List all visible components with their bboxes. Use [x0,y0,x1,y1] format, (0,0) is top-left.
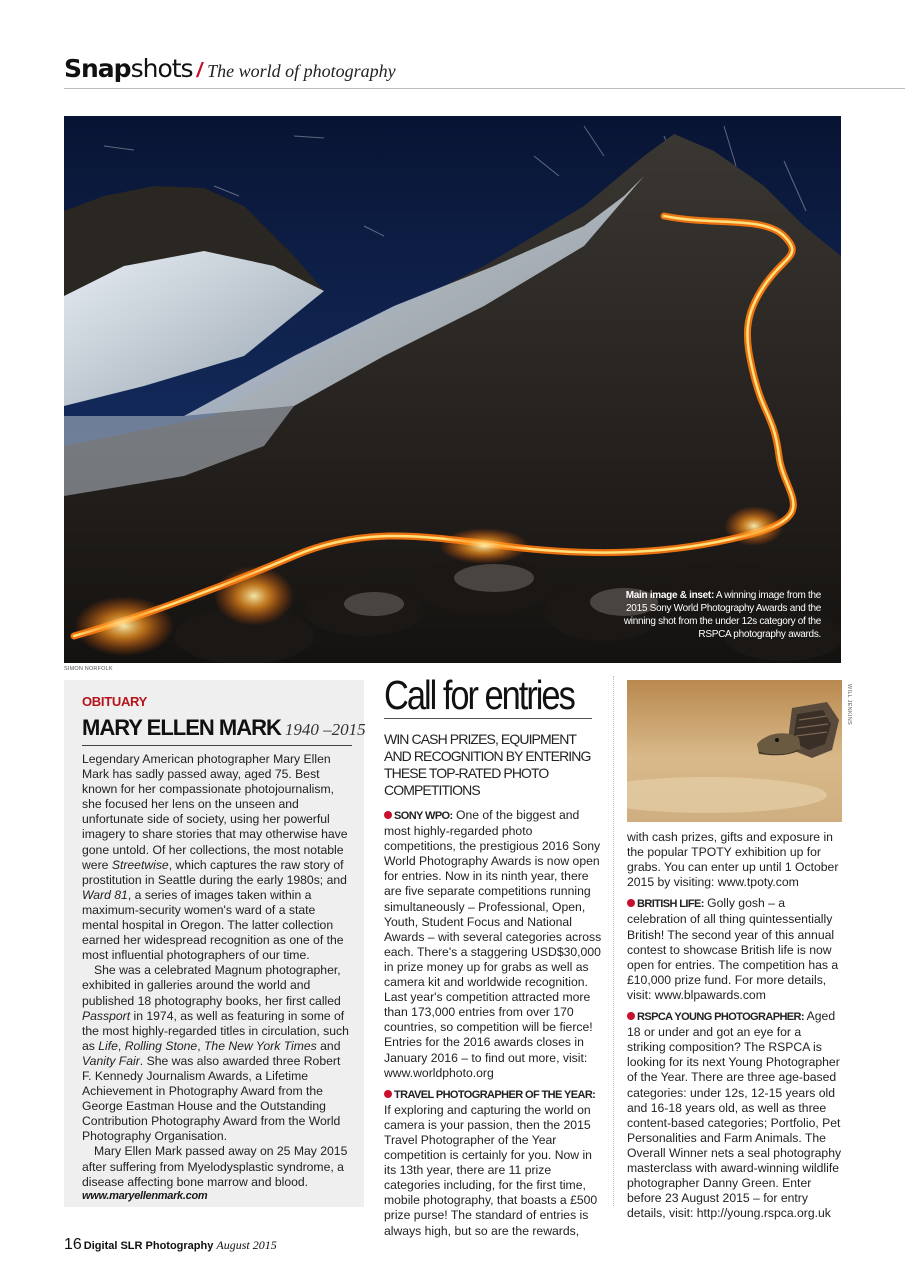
title-passport: Passport [82,1008,131,1023]
header-rule [64,88,905,89]
obituary-paragraph-1 [82,752,352,963]
entry-heading: TRAVEL PHOTOGRAPHER OF THE YEAR: [394,1088,596,1101]
right-column [627,680,842,1221]
text-run: , a series of images taken within a maximum-security women's ward of a state mental hospital in Oregon. The latter collection earned her widespread recognition as one of the most influential photographers of our time. [82,887,344,963]
entry-heading: RSPCA YOUNG PHOTOGRAPHER: [637,1011,804,1024]
bullet-dot-icon [627,1012,635,1020]
entry-text: If exploring and capturing the world on camera is your passion, then the 2015 Travel Photographer of the Year competition is certainly for you. Now in its 13th year, there are 11 prize categories including, for the first time, mobile photography, that boasts a £500 prize purse! The standard of entries is always high, but so are the rewards, [384,1102,598,1238]
text-run: , [197,1038,204,1053]
title-vanity-fair: Vanity Fair [82,1053,140,1068]
text-run: , which captures the raw story of prostitution in Seattle during the early 1980s; and [82,857,347,887]
section-tagline: The world of photography [207,61,396,81]
obituary-link[interactable]: www.maryellenmark.com [82,1189,208,1202]
caption-label: Main image & inset: [625,590,714,601]
entry-text: Golly gosh – a celebration of all thing quintessentially British! The second year of this annual contest to showcase British life is now open for entries. The competition has a £10,000 prize fund. For more details, visit: www.blpawards.com [627,896,839,1002]
entry-travel [384,1087,602,1239]
bullet-dot-icon [384,1090,392,1098]
brand-slash: / [196,60,203,82]
entry-british-life [627,896,842,1003]
photo-credit: SIMON NORFOLK [64,666,113,672]
title-ward-81: Ward 81 [82,887,128,902]
title-life: Life [98,1038,118,1053]
page-footer [64,1236,277,1254]
title-streetwise: Streetwise [111,857,169,872]
entry-heading: BRITISH LIFE: [637,898,704,911]
entry-travel-continued: with cash prizes, gifts and exposure in the popular TPOTY exhibition up for grabs. You can enter up until 1 October 2015 by visiting: www.tpoty.com [627,830,839,890]
magazine-name: Digital SLR Photography [83,1240,214,1252]
title-nyt: The New York Times [203,1038,317,1053]
issue-date: August 2015 [216,1238,277,1252]
column-divider [613,676,614,1206]
call-for-entries-column [384,672,602,1239]
bullet-dot-icon [627,899,635,907]
inset-photo [627,680,842,822]
text-run: Legendary American photographer Mary Ellen Mark has sadly passed away, aged 75. Best known for her compassionate photojournalism, she focused her lens on the unseen and unfortunate side of society, using her powerful imagery to share stories that may otherwise have gone untold. Of her collections, the most notable were [82,752,348,872]
brand-light: shots [130,54,193,83]
entry-sony [384,808,602,1081]
entry-text: One of the biggest and most highly-regarded photo competitions, the prestigious 2016 Sony World Photography Awards is now open for entries. Now in its ninth year, there are five separate competitions running simultaneously – Professional, Open, Youth, Student Focus and National Awards – with several categories across each. There's a staggering USD$30,000 in prize money up for grabs as well as camera kit and worldwide recognition. Last year's competition attracted more than 173,000 entries from over 170 countries, so competition will be fierce! Entries for the 2016 awards closes in January 2016 – to find out more, visit: www.worldphoto.org [384,808,602,1080]
text-run: . She was also awarded three Robert F. Kennedy Journalism Awards, a Lifetime Achievement in Photography Award from the George Eastman House and the Outstanding Contribution Photography Award from the World Photography Organisation. [82,1053,341,1144]
entry-rspca [627,1009,842,1221]
entry-heading: SONY WPO: [394,810,453,822]
obituary-years: 1940 –2015 [284,720,366,739]
obituary-name: MARY ELLEN MARK [82,715,281,740]
obituary-kicker: OBITUARY [82,694,148,709]
obituary-box [64,680,364,1207]
text-run: in 1974, as well as featuring in some of the most highly-regarded titles in circulation, such as [82,1008,349,1053]
title-rule [384,718,592,719]
text-run: She was a celebrated Magnum photographer, exhibited in galleries around the world and published 18 photography books, her first called [82,963,341,1008]
entry-text: Aged 18 or under and got an eye for a striking composition? The RSPCA is looking for its next Young Photographer of the Year. There are three age-based categories: under 12s, 12-15 years old and 16-18 years old, as well as three content-based categories; Portfolio, Pet Personalities and Farm Animals. The Overall Winner nets a seal photography masterclass with award-winning wildlife photographer Danny Green. Enter before 23 August 2015 – for entry details, visit: http://young.rspca.org.uk [627,1009,842,1221]
section-header [64,54,905,94]
entries-title: Call for entries [384,672,574,718]
lizard-illustration [627,680,842,822]
title-rolling-stone: Rolling Stone [124,1038,198,1053]
photo-caption [621,589,821,641]
text-run: , [117,1038,125,1053]
obituary-paragraph-3: Mary Ellen Mark passed away on 25 May 2015 after suffering from Myelodysplastic syndrome, a disease affecting bone marrow and blood. [82,1144,348,1189]
obituary-title [82,715,366,746]
obituary-paragraph-2 [82,963,352,1144]
inset-credit: WILL JENKINS [846,684,852,725]
bullet-dot-icon [384,811,392,819]
page-number: 16 [64,1236,82,1253]
entries-deck: WIN CASH PRIZES, EQUIPMENT AND RECOGNITION BY ENTERING THESE TOP-RATED PHOTO COMPETITIONS [384,731,591,798]
caption-text: A winning image from the 2015 Sony World Photography Awards and the winning shot from the under 12s category of the RSPCA photography awards. [623,590,821,640]
brand-bold: Snap [64,54,131,83]
mountain-lava-illustration [64,116,841,663]
text-run: and [316,1038,341,1053]
main-photo [64,116,841,663]
